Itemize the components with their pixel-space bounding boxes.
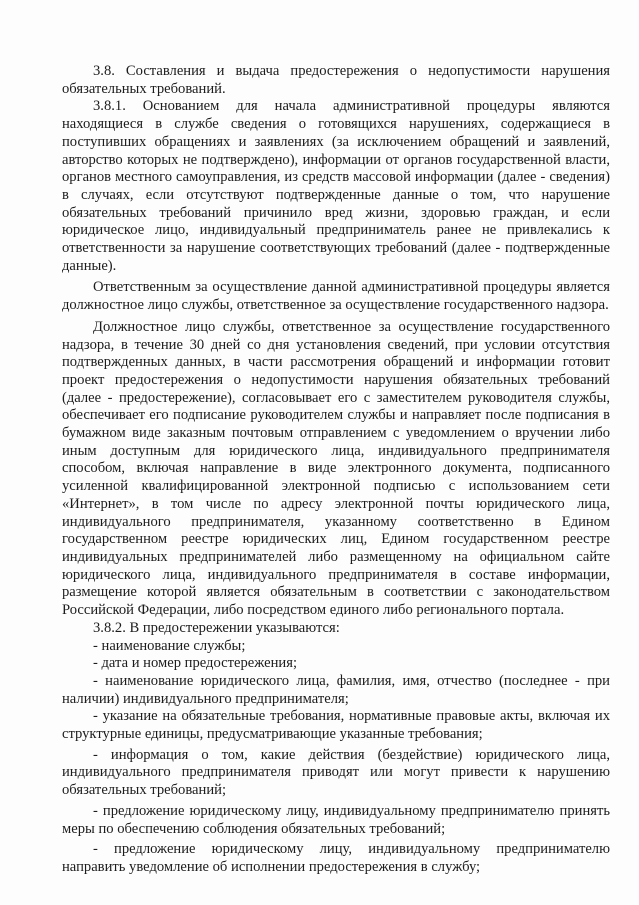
list-item: - предложение юридическому лицу, индивидуальному предпринимателю направить уведомление об исполнении предостережения в службу; [62,841,610,875]
paragraph-contents-intro: 3.8.2. В предостережении указываются: [93,619,340,636]
paragraph-procedure: Должностное лицо службы, ответственное за осуществление государственного надзора, в течение 30 дней со дня установления сведений, при условии отсутствия подтвержденных данных, в части рассмотрения обращений и информации готовит проект предостережения о недопустимости нарушения обязательных требований (далее - предостережение), согласовывает его с заместителем руководителя службы, обеспечивает его подписание руководителем службы и направляет после подписания в бумажном виде заказным почтовым отправлением с уведомлением о вручении либо иным доступным для юридического лица, индивидуального предпринимателя способом, включая направление в виде электронного документа, подписанного усиленной квалифицированной электронной подписью с использованием сети «Интернет», в том числе по адресу электронной почты юридического лица, индивидуального предпринимателя, указанному соответственно в Едином государственном реестре юридических лиц, Едином государственном реестре индивидуальных предпринимателей либо размещенному на официальном сайте юридического лица, индивидуального предпринимателя в составе информации, размещение которой является обязательным в соответствии с законодательством Российской Федерации, либо посредством единого либо регионального портала. [62,318,610,619]
list-item: - указание на обязательные требования, нормативные правовые акты, включая их структурные единицы, предусматривающие указанные требования; [62,708,610,743]
list-item: - наименование службы; [93,637,246,654]
section-heading: 3.8. Составления и выдача предостережения о недопустимости нарушения обязательных требований. [62,63,610,97]
list-item: - дата и номер предостережения; [93,655,297,672]
list-item: - информация о том, какие действия (бездействие) юридического лица, индивидуального предпринимателя приводят или могут привести к нарушению обязательных требований; [62,746,610,799]
paragraph-responsible: Ответственным за осуществление данной административной процедуры является должностное лицо службы, ответственное за осуществление государственного надзора. [62,279,610,314]
paragraph-grounds: 3.8.1. Основанием для начала административной процедуры являются находящиеся в службе сведения о готовящихся нарушениях, содержащиеся в поступивших обращениях и заявлениях (за исключением обращений и заявлений, авторство которых не подтверждено), информации от органов государственной власти, органов местного самоуправления, из средств массовой информации (далее - сведения) в случаях, если отсутствуют подтвержденные данные о том, что нарушение обязательных требований причинило вред жизни, здоровью граждан, и если юридическое лицо, индивидуальный предприниматель ранее не привлекались к ответственности за нарушение соответствующих требований (далее - подтвержденные данные). [62,98,610,274]
list-item: - наименование юридического лица, фамилия, имя, отчество (последнее - при наличии) индивидуального предпринимателя; [62,672,610,707]
list-item: - предложение юридическому лицу, индивидуальному предпринимателю принять меры по обеспечению соблюдения обязательных требований; [62,802,610,837]
document-body [62,63,610,877]
